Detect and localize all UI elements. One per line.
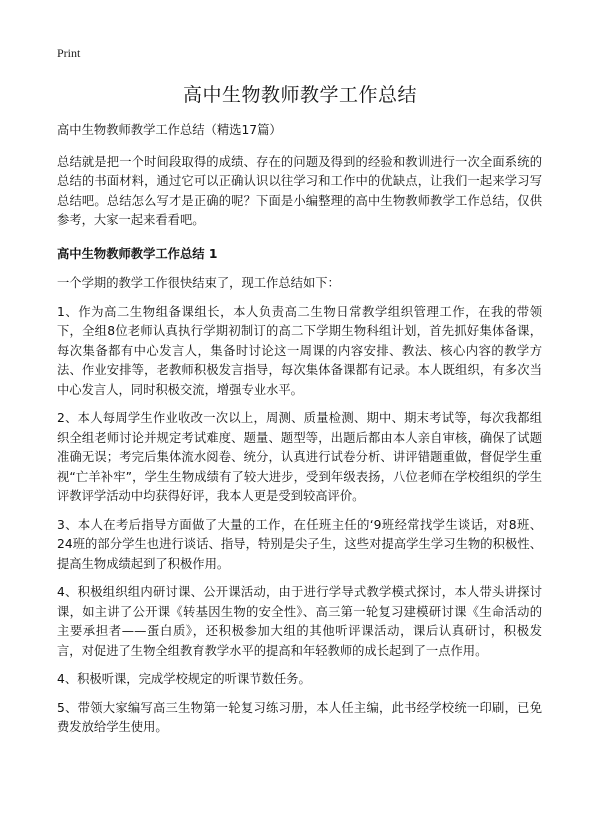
- opening-paragraph: 一个学期的教学工作很快结束了，现工作总结如下：: [57, 276, 340, 290]
- print-label: Print: [57, 46, 81, 60]
- body-paragraph-5: 4、积极听课，完成学校规定的听课节数任务。: [57, 672, 311, 686]
- document-subtitle: 高中生物教师教学工作总结（精选17篇）: [57, 123, 282, 137]
- document-title: 高中生物教师教学工作总结: [182, 84, 417, 106]
- document-body: [57, 121, 542, 747]
- section-heading: 高中生物教师教学工作总结 1: [57, 246, 218, 261]
- body-paragraph-3: 3、本人在考后指导方面做了大量的工作，在任班主任的‘9班经常找学生谈话，对8班、24班的部分学生也进行谈话、指导，特别是尖子生，这些对提高学生学习生物的积极性、提高生物成绩起到了积极作用。: [57, 517, 542, 571]
- body-paragraph-6: 5、带领大家编写高三生物第一轮复习练习册，本人任主编，此书经学校统一印刷，已免费发放给学生使用。: [57, 700, 542, 734]
- body-paragraph-2: 2、本人每周学生作业收改一次以上，周测、质量检测、期中、期末考试等，每次我都组织全组老师讨论并规定考试难度、题量、题型等，出题后都由本人亲自审核，确保了试题准确无误；考完后集体流水阅卷、统分，认真进行试卷分析、讲评错题重做，督促学生重视“亡羊补牢”，学生生物成绩有了较大进步，受到年级表扬，八位老师在学校组织的学生评教评学活动中均获得好评，我本人更是受到较高评价。: [57, 411, 542, 503]
- body-paragraph-4: 4、积极组织组内研讨课、公开课活动，由于进行学导式教学模式探讨，本人带头讲探讨课，如主讲了公开课《转基因生物的安全性》、高三第一轮复习建模研讨课《生命活动的主要承担者——蛋白质》，还积极参加大组的其他听评课活动，课后认真研讨，积极发言，对促进了生物全组教育教学水平的提高和年轻教师的成长起到了一点作用。: [57, 585, 542, 658]
- body-paragraph-1: 1、作为高二生物组备课组长，本人负责高二生物日常教学组织管理工作，在我的带领下，全组8位老师认真执行学期初制订的高二下学期生物科组计划，首先抓好集体备课，每次集备都有中心发言人，集备时讨论这一周课的内容安排、教法、核心内容的教学方法、作业安排等，老教师积极发言指导，每次集体备课都有记录。本人既组织，有多次当中心发言人，同时积极交流，增强专业水平。: [57, 304, 542, 397]
- intro-paragraph: 总结就是把一个时间段取得的成绩、存在的问题及得到的经验和教训进行一次全面系统的总结的书面材料，通过它可以正确认识以往学习和工作中的优缺点，让我们一起来学习写总结吧。总结怎么写才是正确的呢？下面是小编整理的高中生物教师教学工作总结，仅供参考，大家一起来看看吧。: [57, 154, 542, 227]
